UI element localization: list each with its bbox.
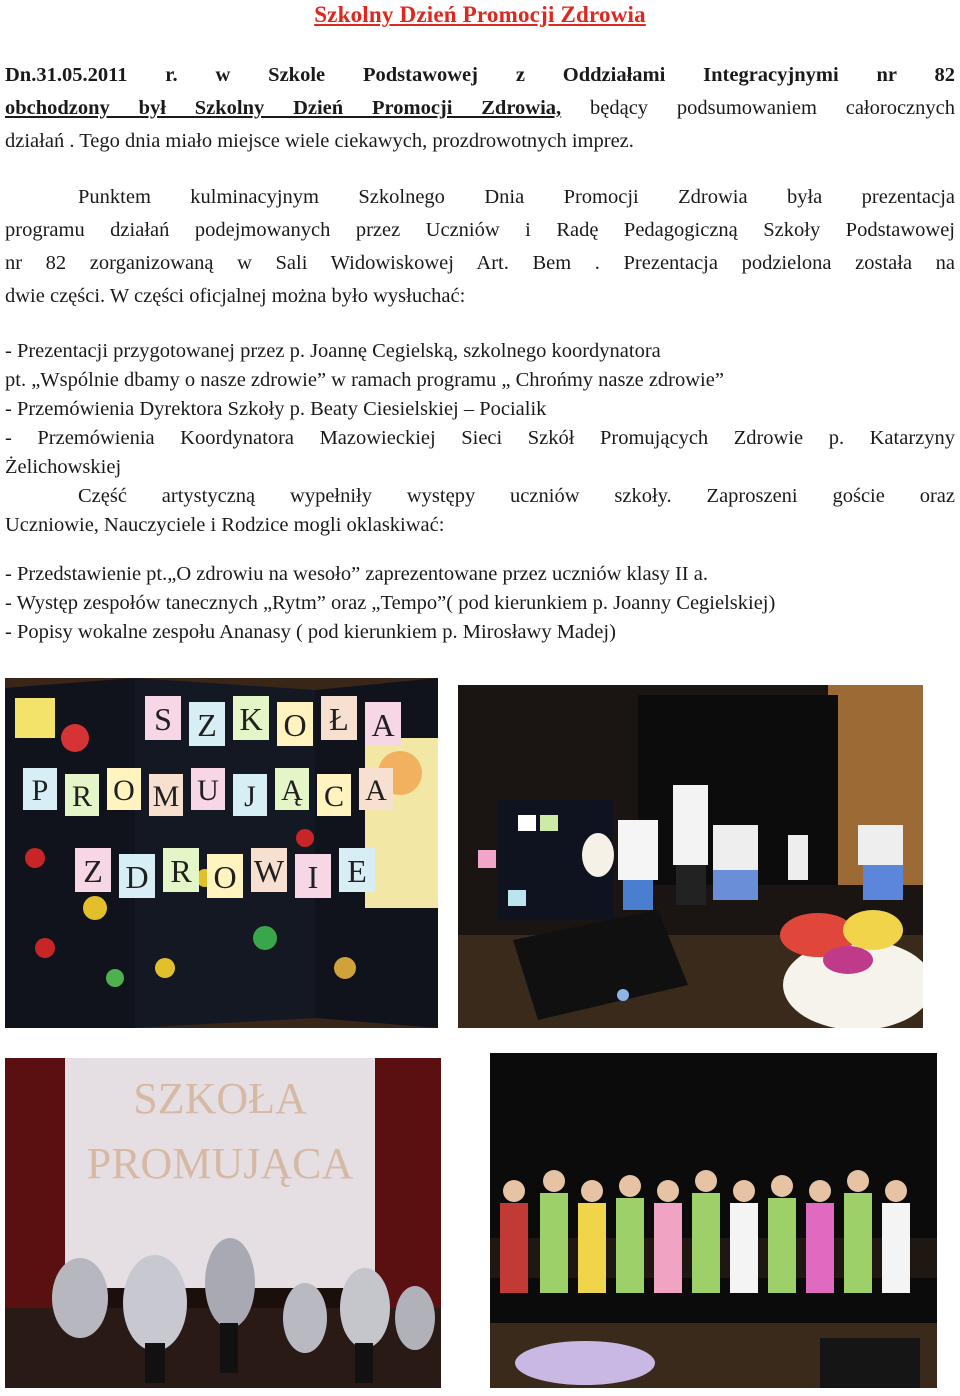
photo-school-board (5, 678, 438, 1028)
letter-card-text: R (170, 853, 192, 889)
letter-card-text: O (283, 707, 307, 743)
letter-card-text: W (253, 853, 285, 889)
letter-card-text: S (154, 701, 172, 737)
para2-line-2: programu działań podejmowanych przez Uczniów i Radę Pedagogiczną Szkoły Podstawowej (5, 219, 955, 241)
artistic-line-1: Część artystyczną wypełniły występy uczniów szkoły. Zaproszeni goście oraz (78, 485, 955, 507)
photo-silver-dancers (5, 1058, 441, 1388)
intro-date: Dn.31.05.2011 r. (5, 64, 178, 86)
letter-card-text: K (239, 701, 263, 737)
letter-card-text: A (365, 774, 387, 807)
performance-item-2: - Występ zespołów tanecznych „Rytm” oraz „Tempo”( pod kierunkiem p. Joanny Cegielskiej) (5, 592, 776, 614)
official-item-3: - Przemówienia Koordynatora Mazowieckiej Sieci Szkół Promujących Zdrowie p. Katarzyny (5, 427, 955, 449)
letter-card-text: Ą (281, 774, 303, 807)
official-item-1-cont: pt. „Wspólnie dbamy o nasze zdrowie” w ramach programu „ Chrońmy nasze zdrowie” (5, 369, 724, 391)
intro-line-3: działań . Tego dnia miało miejsce wiele ciekawych, prozdrowotnych imprez. (5, 130, 634, 152)
letter-card-text: Z (197, 707, 217, 743)
letter-card-text: O (213, 859, 237, 895)
board-illustration (5, 678, 438, 1028)
performance-item-1: - Przedstawienie pt.„O zdrowiu na wesoło” zaprezentowane przez uczniów klasy II a. (5, 563, 708, 585)
official-item-3-cont: Żelichowskiej (5, 456, 122, 478)
letter-card-text: P (31, 774, 49, 807)
letter-card-text: Ł (329, 701, 349, 737)
letter-card-text: U (197, 774, 219, 807)
artistic-line-2: Uczniowie, Nauczyciele i Rodzice mogli oklaskiwać: (5, 514, 445, 536)
intro-event-name: obchodzony był Szkolny Dzień Promocji Zdrowia, (5, 97, 562, 119)
official-item-1: - Prezentacji przygotowanej przez p. Joannę Cegielską, szkolnego koordynatora (5, 340, 661, 362)
performance-item-3: - Popisy wokalne zespołu Ananasy ( pod kierunkiem p. Mirosławy Madej) (5, 621, 616, 643)
letter-card-text: E (347, 853, 367, 889)
letter-card-text: I (307, 859, 319, 895)
para2-line-3: nr 82 zorganizowaną w Sali Widowiskowej Art. Bem . Prezentacja podzielona została na (5, 252, 955, 274)
screen-text-2: PROMUJĄCA (86, 1139, 354, 1188)
letter-card-text: Z (83, 853, 103, 889)
intro-event-rest: będący podsumowaniem całorocznych (590, 97, 956, 119)
para2-line-4: dwie części. W części oficjalnej można było wysłuchać: (5, 285, 466, 307)
letter-card-text: D (125, 859, 149, 895)
letter-card-text: R (71, 780, 93, 813)
letter-card-text: J (244, 780, 256, 813)
letter-card-text: M (152, 780, 180, 813)
letter-card-text: O (113, 774, 135, 807)
document-title: Szkolny Dzień Promocji Zdrowia (314, 2, 646, 27)
letter-card-text: A (371, 707, 395, 743)
photo-choir (490, 1053, 937, 1388)
intro-school: w Szkole Podstawowej z Oddziałami Integracyjnymi nr 82 (215, 64, 955, 86)
photo-stage-dance (458, 685, 923, 1028)
para2-line-1: Punktem kulminacyjnym Szkolnego Dnia Promocji Zdrowia była prezentacja (78, 186, 955, 208)
letter-card-text: C (323, 780, 345, 813)
official-item-2: - Przemówienia Dyrektora Szkoły p. Beaty Ciesielskiej – Pocialik (5, 398, 547, 420)
intro-line-2 (5, 97, 955, 120)
intro-line-1 (5, 64, 955, 87)
screen-text-1: SZKOŁA (133, 1074, 307, 1123)
